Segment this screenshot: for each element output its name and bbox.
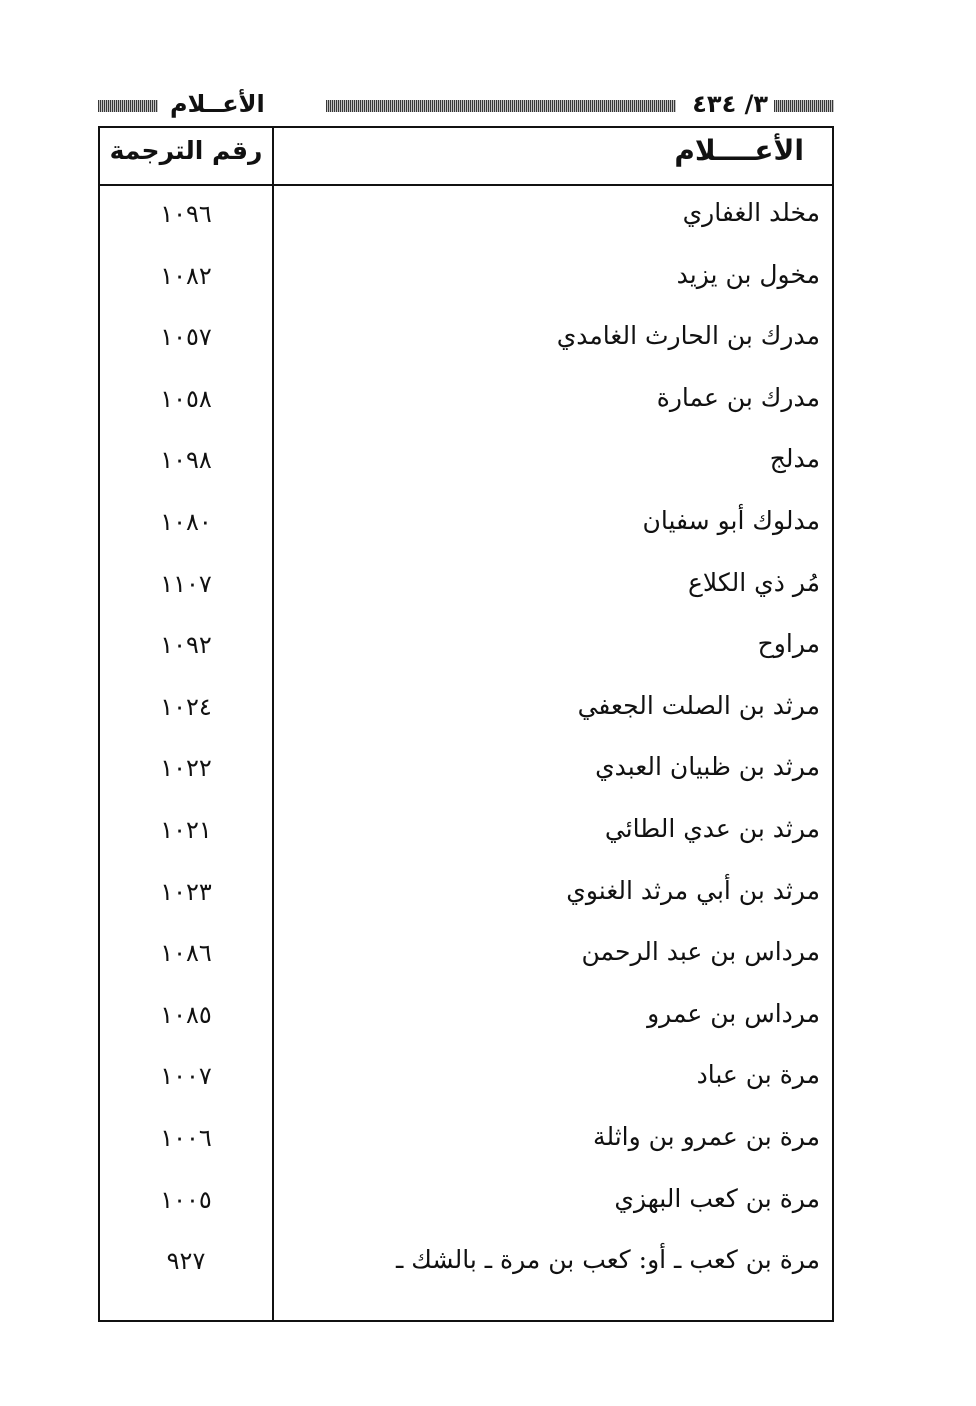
entry-name: مرة بن عباد [696, 1060, 820, 1090]
table-row [100, 989, 832, 1051]
table-body [100, 188, 832, 1297]
table-row [100, 558, 832, 620]
running-title: الأعــلام [170, 90, 265, 118]
entry-name: مرثد بن أبي مرثد الغنوي [566, 875, 820, 905]
entry-name: مرة بن كعب ـ أو: كعب بن مرة ـ بالشك ـ [395, 1245, 820, 1275]
entry-name: مخلد الغفاري [682, 198, 820, 227]
entry-name: مرة بن كعب البهزي [614, 1183, 820, 1213]
entry-number: ١٠٢٢ [160, 754, 212, 783]
entry-number: ١٠٨٢ [160, 261, 212, 290]
entry-number: ١١٠٧ [160, 569, 212, 598]
table-row [100, 927, 832, 989]
entry-name: مدلوك أبو سفيان [642, 505, 820, 535]
table-row [100, 373, 832, 435]
table-row [100, 804, 832, 866]
table-row [100, 496, 832, 558]
entry-number: ١٠٥٨ [160, 384, 212, 413]
table-row [100, 1235, 832, 1297]
entry-name: مدلج [769, 444, 820, 474]
entry-number: ١٠٠٦ [160, 1123, 212, 1152]
number-column-header: رقم الترجمة [109, 136, 263, 165]
table-row [100, 1112, 832, 1174]
entry-name: مرداس بن عمرو [647, 998, 820, 1028]
entry-name: مرثد بن ظبيان العبدي [595, 752, 820, 782]
entry-name: مرثد بن الصلت الجعفي [577, 690, 820, 720]
entry-name: مراوح [757, 629, 820, 659]
entry-number: ١٠٠٥ [160, 1185, 212, 1214]
table-row [100, 434, 832, 496]
entry-name: مدرك بن الحارث الغامدي [556, 321, 820, 351]
page-number: ٣/ ٤٣٤ [692, 90, 768, 118]
entry-number: ١٠٩٦ [160, 200, 212, 228]
table-row [100, 311, 832, 373]
names-column-header: الأعــــلام [674, 134, 804, 167]
entry-number: ١٠٩٢ [160, 631, 212, 660]
entry-name: مرثد بن عدي الطائي [604, 813, 820, 843]
entry-number: ١٠٨٦ [160, 939, 212, 968]
entry-name: مرداس بن عبد الرحمن [581, 937, 820, 967]
header-ornament-right [774, 100, 834, 112]
names-index-table [98, 126, 834, 1322]
header-ornament-middle [326, 100, 676, 112]
table-row [100, 619, 832, 681]
table-row [100, 188, 832, 250]
entry-number: ٩٢٧ [166, 1247, 206, 1276]
entry-number: ١٠٢٤ [160, 692, 212, 721]
table-row [100, 250, 832, 312]
table-header-row [100, 128, 832, 186]
entry-number: ١٠٢٣ [160, 877, 212, 906]
entry-number: ١٠٨٠ [160, 507, 212, 536]
entry-name: مدرك بن عمارة [656, 382, 820, 412]
entry-number: ١٠٠٧ [160, 1062, 212, 1091]
entry-number: ١٠٩٨ [160, 446, 212, 475]
table-row [100, 1174, 832, 1236]
table-row [100, 681, 832, 743]
entry-name: مُر ذي الكلاع [688, 567, 820, 597]
page-header [98, 86, 834, 122]
entry-number: ١٠٨٥ [160, 1000, 212, 1029]
header-ornament-left [98, 100, 158, 112]
entry-number: ١٠٢١ [160, 815, 212, 844]
entry-name: مرة بن عمرو بن واثلة [593, 1121, 820, 1151]
entry-name: مخول بن يزيد [676, 259, 820, 289]
entry-number: ١٠٥٧ [160, 323, 212, 352]
table-row [100, 1050, 832, 1112]
table-row [100, 866, 832, 928]
table-row [100, 742, 832, 804]
